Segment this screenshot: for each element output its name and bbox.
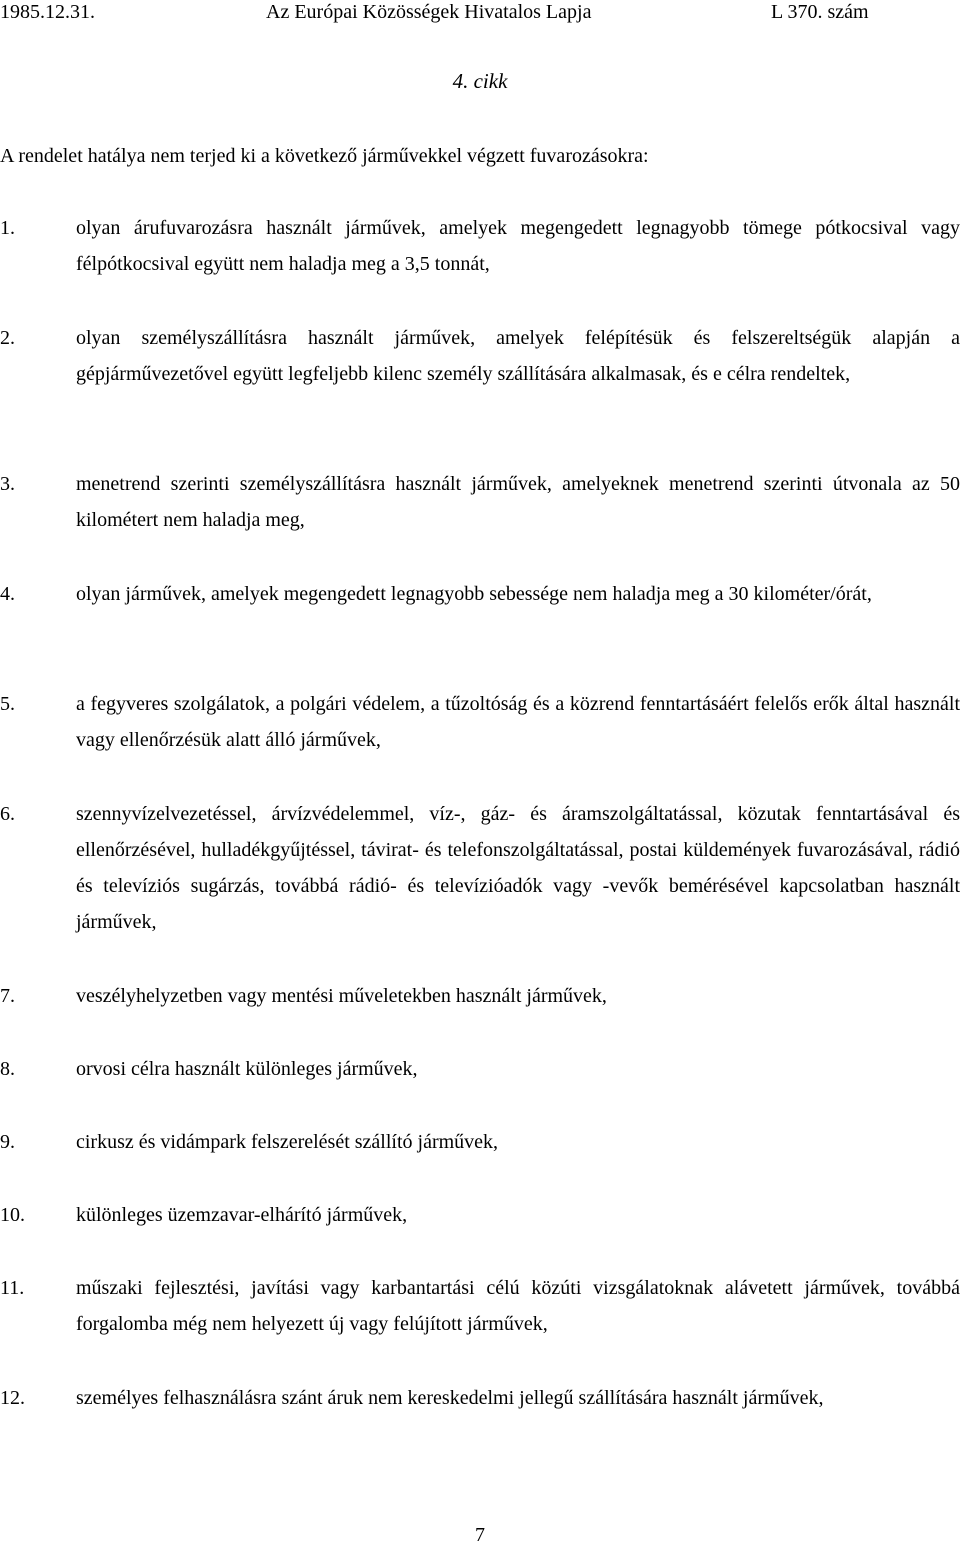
list-item-number: 6. — [0, 803, 15, 825]
list-item-text: műszaki fejlesztési, javítási vagy karbantartási célú közúti vizsgálatoknak alávetett járművek, továbbá forgalomba még nem helyezett új vagy felújított járművek, — [76, 1277, 960, 1335]
page-number: 7 — [475, 1524, 485, 1546]
list-item-number: 2. — [0, 327, 15, 349]
list-item-number: 10. — [0, 1204, 25, 1226]
list-item-number: 5. — [0, 693, 15, 715]
page-header — [0, 0, 960, 26]
list-item-text: olyan járművek, amelyek megengedett legnagyobb sebessége nem haladja meg a 30 kilométer/órát, — [76, 583, 872, 605]
list-item-number: 7. — [0, 985, 15, 1007]
list-item-number: 9. — [0, 1131, 15, 1153]
header-issue-number: L 370. szám — [771, 1, 869, 23]
list-item-number: 3. — [0, 473, 15, 495]
list-item-number: 11. — [0, 1277, 25, 1299]
list-item-text: a fegyveres szolgálatok, a polgári védelem, a tűzoltóság és a közrend fenntartásáért felelős erők által használt vagy ellenőrzésük alatt álló járművek, — [76, 693, 960, 751]
header-date: 1985.12.31. — [0, 1, 95, 23]
article-intro: A rendelet hatálya nem terjed ki a következő járművekkel végzett fuvarozásokra: — [0, 145, 649, 167]
article-title: 4. cikk — [452, 69, 508, 93]
list-item-text: veszélyhelyzetben vagy mentési műveletekben használt járművek, — [76, 985, 607, 1007]
list-item-text: szennyvízelvezetéssel, árvízvédelemmel, víz-, gáz- és áramszolgáltatással, közutak fenntartásával és ellenőrzésével, hulladékgyűjtéssel, távirat- és telefonszolgáltatással, postai küldemények fuvarozásával, rádió és televíziós sugárzás, továbbá rádió- és televízióadók vagy -vevők bemérésével kapcsolatban használt járművek, — [76, 803, 960, 933]
list-item-text: személyes felhasználásra szánt áruk nem kereskedelmi jellegű szállítására használt járművek, — [76, 1387, 824, 1409]
list-item-text: menetrend szerinti személyszállításra használt járművek, amelyeknek menetrend szerinti útvonala az 50 kilométert nem haladja meg, — [76, 473, 960, 531]
list-item-text: olyan személyszállításra használt járművek, amelyek felépítésük és felszereltségük alapján a gépjárművezetővel együtt legfeljebb kilenc személy szállítására alkalmasak, és e célra rendeltek, — [76, 327, 960, 385]
list-item-text: cirkusz és vidámpark felszerelését szállító járművek, — [76, 1131, 499, 1153]
list-item-text: orvosi célra használt különleges járművek, — [76, 1058, 418, 1080]
list-item-text: olyan árufuvarozásra használt járművek, amelyek megengedett legnagyobb tömege pótkocsival vagy félpótkocsival együtt nem haladja meg a 3,5 tonnát, — [76, 217, 960, 275]
list-item-number: 8. — [0, 1058, 15, 1080]
list-item-text: különleges üzemzavar-elhárító járművek, — [76, 1204, 408, 1226]
list-item-number: 4. — [0, 583, 15, 605]
list-item-number: 12. — [0, 1387, 25, 1409]
header-journal-title: Az Európai Közösségek Hivatalos Lapja — [266, 1, 592, 23]
list-item-number: 1. — [0, 217, 15, 239]
